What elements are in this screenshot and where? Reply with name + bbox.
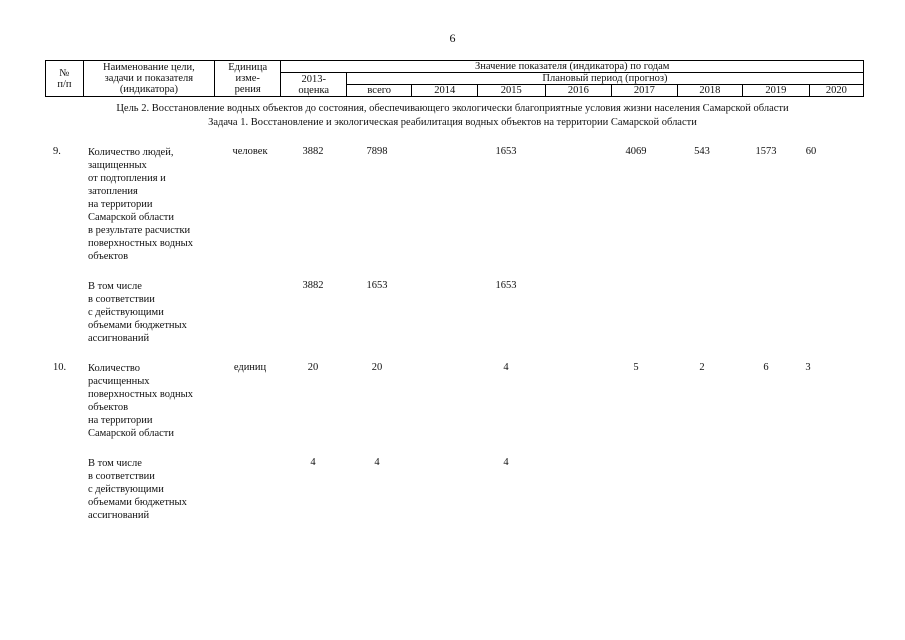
- page-number: 6: [449, 31, 456, 45]
- indicator-name: Количество людей, защищенных от подтопления и затопления на территории Самарской области в результате расчистки поверхностных водных объектов: [88, 147, 193, 262]
- indicator-name: В том числе в соответствии с действующими объемами бюджетных ассигнований: [88, 281, 187, 344]
- year-2015-cell: 1653: [495, 146, 517, 157]
- estimate-cell: 20: [307, 362, 319, 373]
- year-2018-cell: 543: [694, 146, 710, 157]
- year-2020-cell: 60: [805, 146, 817, 157]
- total-cell: 20: [371, 362, 383, 373]
- header-col-2019: 2019: [743, 85, 810, 97]
- year-2017-cell: 5: [633, 362, 639, 373]
- row-number: 10.: [53, 362, 67, 373]
- indicator-table-header: [45, 60, 864, 97]
- indicator-name: Количество расчищенных поверхностных водных объектов на территории Самарской области: [88, 363, 193, 439]
- row-number: 9.: [53, 146, 61, 157]
- year-2018-cell: 2: [699, 362, 705, 373]
- estimate-cell: 4: [310, 457, 316, 468]
- header-num: № п/п: [46, 61, 84, 97]
- unit-cell: человек: [232, 146, 268, 157]
- year-2019-cell: 6: [763, 362, 769, 373]
- estimate-cell: 3882: [302, 280, 324, 291]
- year-2015-cell: 1653: [495, 280, 517, 291]
- year-2015-cell: 4: [503, 457, 509, 468]
- task-text: Задача 1. Восстановление и экологическая реабилитация водных объектов на территории Самарской области: [208, 117, 697, 128]
- estimate-cell: 3882: [302, 146, 324, 157]
- year-2020-cell: 3: [805, 362, 811, 373]
- year-2017-cell: 4069: [625, 146, 647, 157]
- header-planned: Плановый период (прогноз): [346, 73, 863, 85]
- year-2015-cell: 4: [503, 362, 509, 373]
- header-values-title: Значение показателя (индикатора) по годам: [281, 61, 864, 73]
- goal-text: Цель 2. Восстановление водных объектов до состояния, обеспечивающего экологически благоприятные условия жизни населения Самарской области: [116, 103, 789, 114]
- total-cell: 7898: [366, 146, 388, 157]
- unit-cell: единиц: [233, 362, 267, 373]
- header-col-2017: 2017: [612, 85, 678, 97]
- header-estimate: 2013- оценка: [281, 73, 347, 97]
- total-cell: 4: [374, 457, 380, 468]
- header-col-2016: 2016: [545, 85, 612, 97]
- header-col-2014: 2014: [412, 85, 478, 97]
- header-col-2015: 2015: [477, 85, 545, 97]
- indicator-name: В том числе в соответствии с действующими объемами бюджетных ассигнований: [88, 458, 187, 521]
- header-unit: Единица изме- рения: [214, 61, 281, 97]
- header-col-2020: 2020: [809, 85, 863, 97]
- header-name: Наименование цели, задачи и показателя (индикатора): [83, 61, 214, 97]
- total-cell: 1653: [366, 280, 388, 291]
- header-col-2018: 2018: [677, 85, 743, 97]
- year-2019-cell: 1573: [755, 146, 777, 157]
- header-col-total: всего: [346, 85, 412, 97]
